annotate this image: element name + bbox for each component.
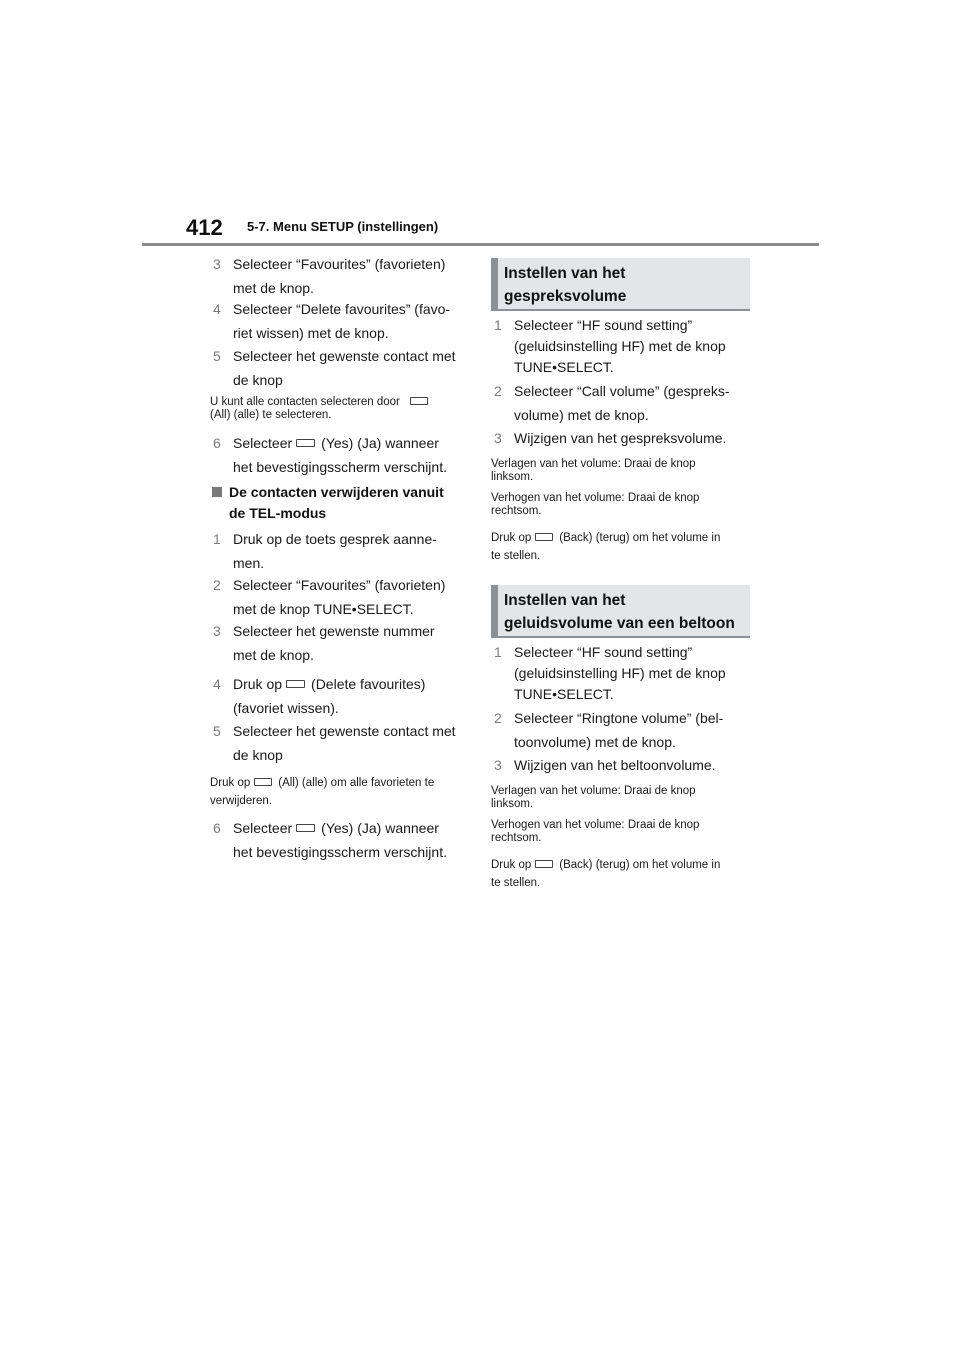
note-text: Verhogen van het volume: Draai de knop <box>491 492 700 504</box>
step-ringtone-volume <box>491 708 751 753</box>
header-rule <box>142 243 819 246</box>
note-text: te stellen. <box>491 550 541 562</box>
heading-text: geluidsvolume van een beltoon <box>504 615 735 632</box>
all-button-icon <box>410 397 428 405</box>
step-confirm-yes-2 <box>210 818 466 863</box>
back-button-icon <box>535 533 553 541</box>
step-text: (Yes) (Ja) wanneer <box>321 435 439 451</box>
note-delete-all <box>210 774 466 810</box>
step-text: TUNE•SELECT. <box>514 359 614 375</box>
note-volume-up-2 <box>491 819 751 845</box>
step-select-favourites <box>210 254 466 299</box>
step-number: 6 <box>213 435 221 451</box>
section-title: 5-7. Menu SETUP (instellingen) <box>247 219 439 234</box>
step-number: 3 <box>494 757 502 773</box>
step-press-delete <box>210 674 466 719</box>
step-text: Selecteer “Favourites” (favorieten) <box>233 577 446 593</box>
step-text: met de knop. <box>233 647 314 663</box>
step-text: volume) met de knop. <box>514 407 649 423</box>
heading-underline <box>491 309 750 311</box>
step-text: TUNE•SELECT. <box>514 686 614 702</box>
step-confirm-yes <box>210 433 466 478</box>
step-text: de knop <box>233 747 283 763</box>
back-button-icon <box>535 860 553 868</box>
step-change-ringtone-volume <box>491 755 751 776</box>
step-number: 2 <box>494 383 502 399</box>
heading-underline <box>491 636 750 638</box>
step-hf-sound-setting <box>491 315 751 378</box>
heading-text: gespreksvolume <box>504 288 627 305</box>
subheading-text: de TEL-modus <box>229 505 327 521</box>
note-select-all <box>210 396 466 422</box>
step-number: 4 <box>213 676 221 692</box>
step-delete-favourites <box>210 299 466 344</box>
note-text: rechtsom. <box>491 832 542 844</box>
note-text: (Back) (terug) om het volume in <box>559 859 721 871</box>
step-text: riet wissen) met de knop. <box>233 325 389 341</box>
subheading-text: De contacten verwijderen vanuit <box>229 484 444 500</box>
step-text: Selecteer het gewenste contact met <box>233 348 456 364</box>
note-back <box>491 529 751 565</box>
note-text: Verhogen van het volume: Draai de knop <box>491 819 700 831</box>
heading-text: Instellen van het <box>504 265 626 282</box>
note-text: te stellen. <box>491 877 541 889</box>
step-number: 3 <box>213 623 221 639</box>
step-text: Selecteer <box>233 820 293 836</box>
step-text: Wijzigen van het beltoonvolume. <box>514 757 716 773</box>
step-text: Druk op <box>233 676 283 692</box>
note-text: (All) (alle) om alle favorieten te <box>278 777 435 789</box>
step-text: toonvolume) met de knop. <box>514 734 676 750</box>
yes-button-icon <box>296 824 315 832</box>
step-number: 5 <box>213 348 221 364</box>
step-number: 1 <box>494 644 502 660</box>
step-number: 2 <box>213 577 221 593</box>
note-text: Druk op <box>491 532 532 544</box>
step-text: Selecteer “HF sound setting” <box>514 644 693 660</box>
all-button-icon <box>254 778 272 786</box>
step-number: 6 <box>213 820 221 836</box>
note-text: (All) (alle) te selecteren. <box>210 409 332 421</box>
note-volume-up <box>491 492 751 518</box>
step-number: 5 <box>213 723 221 739</box>
step-text: het bevestigingsscherm verschijnt. <box>233 459 447 475</box>
note-text: U kunt alle contacten selecteren door <box>210 396 400 408</box>
step-number: 1 <box>213 531 221 547</box>
heading-text: Instellen van het <box>504 592 626 609</box>
step-press-answer <box>210 529 466 574</box>
note-text: (Back) (terug) om het volume in <box>559 532 721 544</box>
step-select-contact-2 <box>210 721 466 766</box>
step-text: Selecteer “Delete favourites” (favo- <box>233 301 451 317</box>
note-text: Verlagen van het volume: Draai de knop <box>491 458 696 470</box>
step-text: (geluidsinstelling HF) met de knop <box>514 665 726 681</box>
note-text: Druk op <box>210 777 251 789</box>
step-text: Selecteer <box>233 435 293 451</box>
note-text: linksom. <box>491 471 534 483</box>
step-text: Selecteer “HF sound setting” <box>514 317 693 333</box>
page-number: 412 <box>186 215 223 240</box>
heading-ringtone-volume <box>491 585 750 636</box>
step-text: de knop <box>233 372 283 388</box>
step-number: 1 <box>494 317 502 333</box>
note-text: verwijderen. <box>210 795 272 807</box>
note-text: rechtsom. <box>491 505 542 517</box>
step-number: 2 <box>494 710 502 726</box>
step-text: Selecteer het gewenste nummer <box>233 623 435 639</box>
step-text: Selecteer “Call volume” (gespreks- <box>514 383 730 399</box>
step-select-contact <box>210 346 466 391</box>
step-text: (Yes) (Ja) wanneer <box>321 820 439 836</box>
note-text: Druk op <box>491 859 532 871</box>
step-text: Druk op de toets gesprek aanne- <box>233 531 437 547</box>
delete-button-icon <box>286 680 305 688</box>
step-text: Selecteer “Favourites” (favorieten) <box>233 256 446 272</box>
square-bullet-icon <box>212 487 222 497</box>
step-text: (favoriet wissen). <box>233 700 339 716</box>
step-change-call-volume <box>491 428 751 449</box>
note-volume-down <box>491 458 751 484</box>
step-text: met de knop. <box>233 280 314 296</box>
step-select-number <box>210 621 466 666</box>
step-number: 4 <box>213 301 221 317</box>
note-back-2 <box>491 856 751 892</box>
step-text: (geluidsinstelling HF) met de knop <box>514 338 726 354</box>
step-text: men. <box>233 555 265 571</box>
note-text: linksom. <box>491 798 534 810</box>
step-text: met de knop TUNE•SELECT. <box>233 601 414 617</box>
step-number: 3 <box>213 256 221 272</box>
step-text: Selecteer het gewenste contact met <box>233 723 456 739</box>
step-text: Wijzigen van het gespreksvolume. <box>514 430 727 446</box>
step-text: het bevestigingsscherm verschijnt. <box>233 844 447 860</box>
subheading-tel-mode <box>210 482 466 524</box>
heading-call-volume <box>491 258 750 309</box>
step-number: 3 <box>494 430 502 446</box>
step-text: (Delete favourites) <box>311 676 426 692</box>
note-text: Verlagen van het volume: Draai de knop <box>491 785 696 797</box>
step-select-favourites-tune <box>210 575 466 620</box>
yes-button-icon <box>296 439 315 447</box>
step-call-volume <box>491 381 751 426</box>
note-volume-down-2 <box>491 785 751 811</box>
step-hf-sound-setting-2 <box>491 642 751 705</box>
step-text: Selecteer “Ringtone volume” (bel- <box>514 710 724 726</box>
